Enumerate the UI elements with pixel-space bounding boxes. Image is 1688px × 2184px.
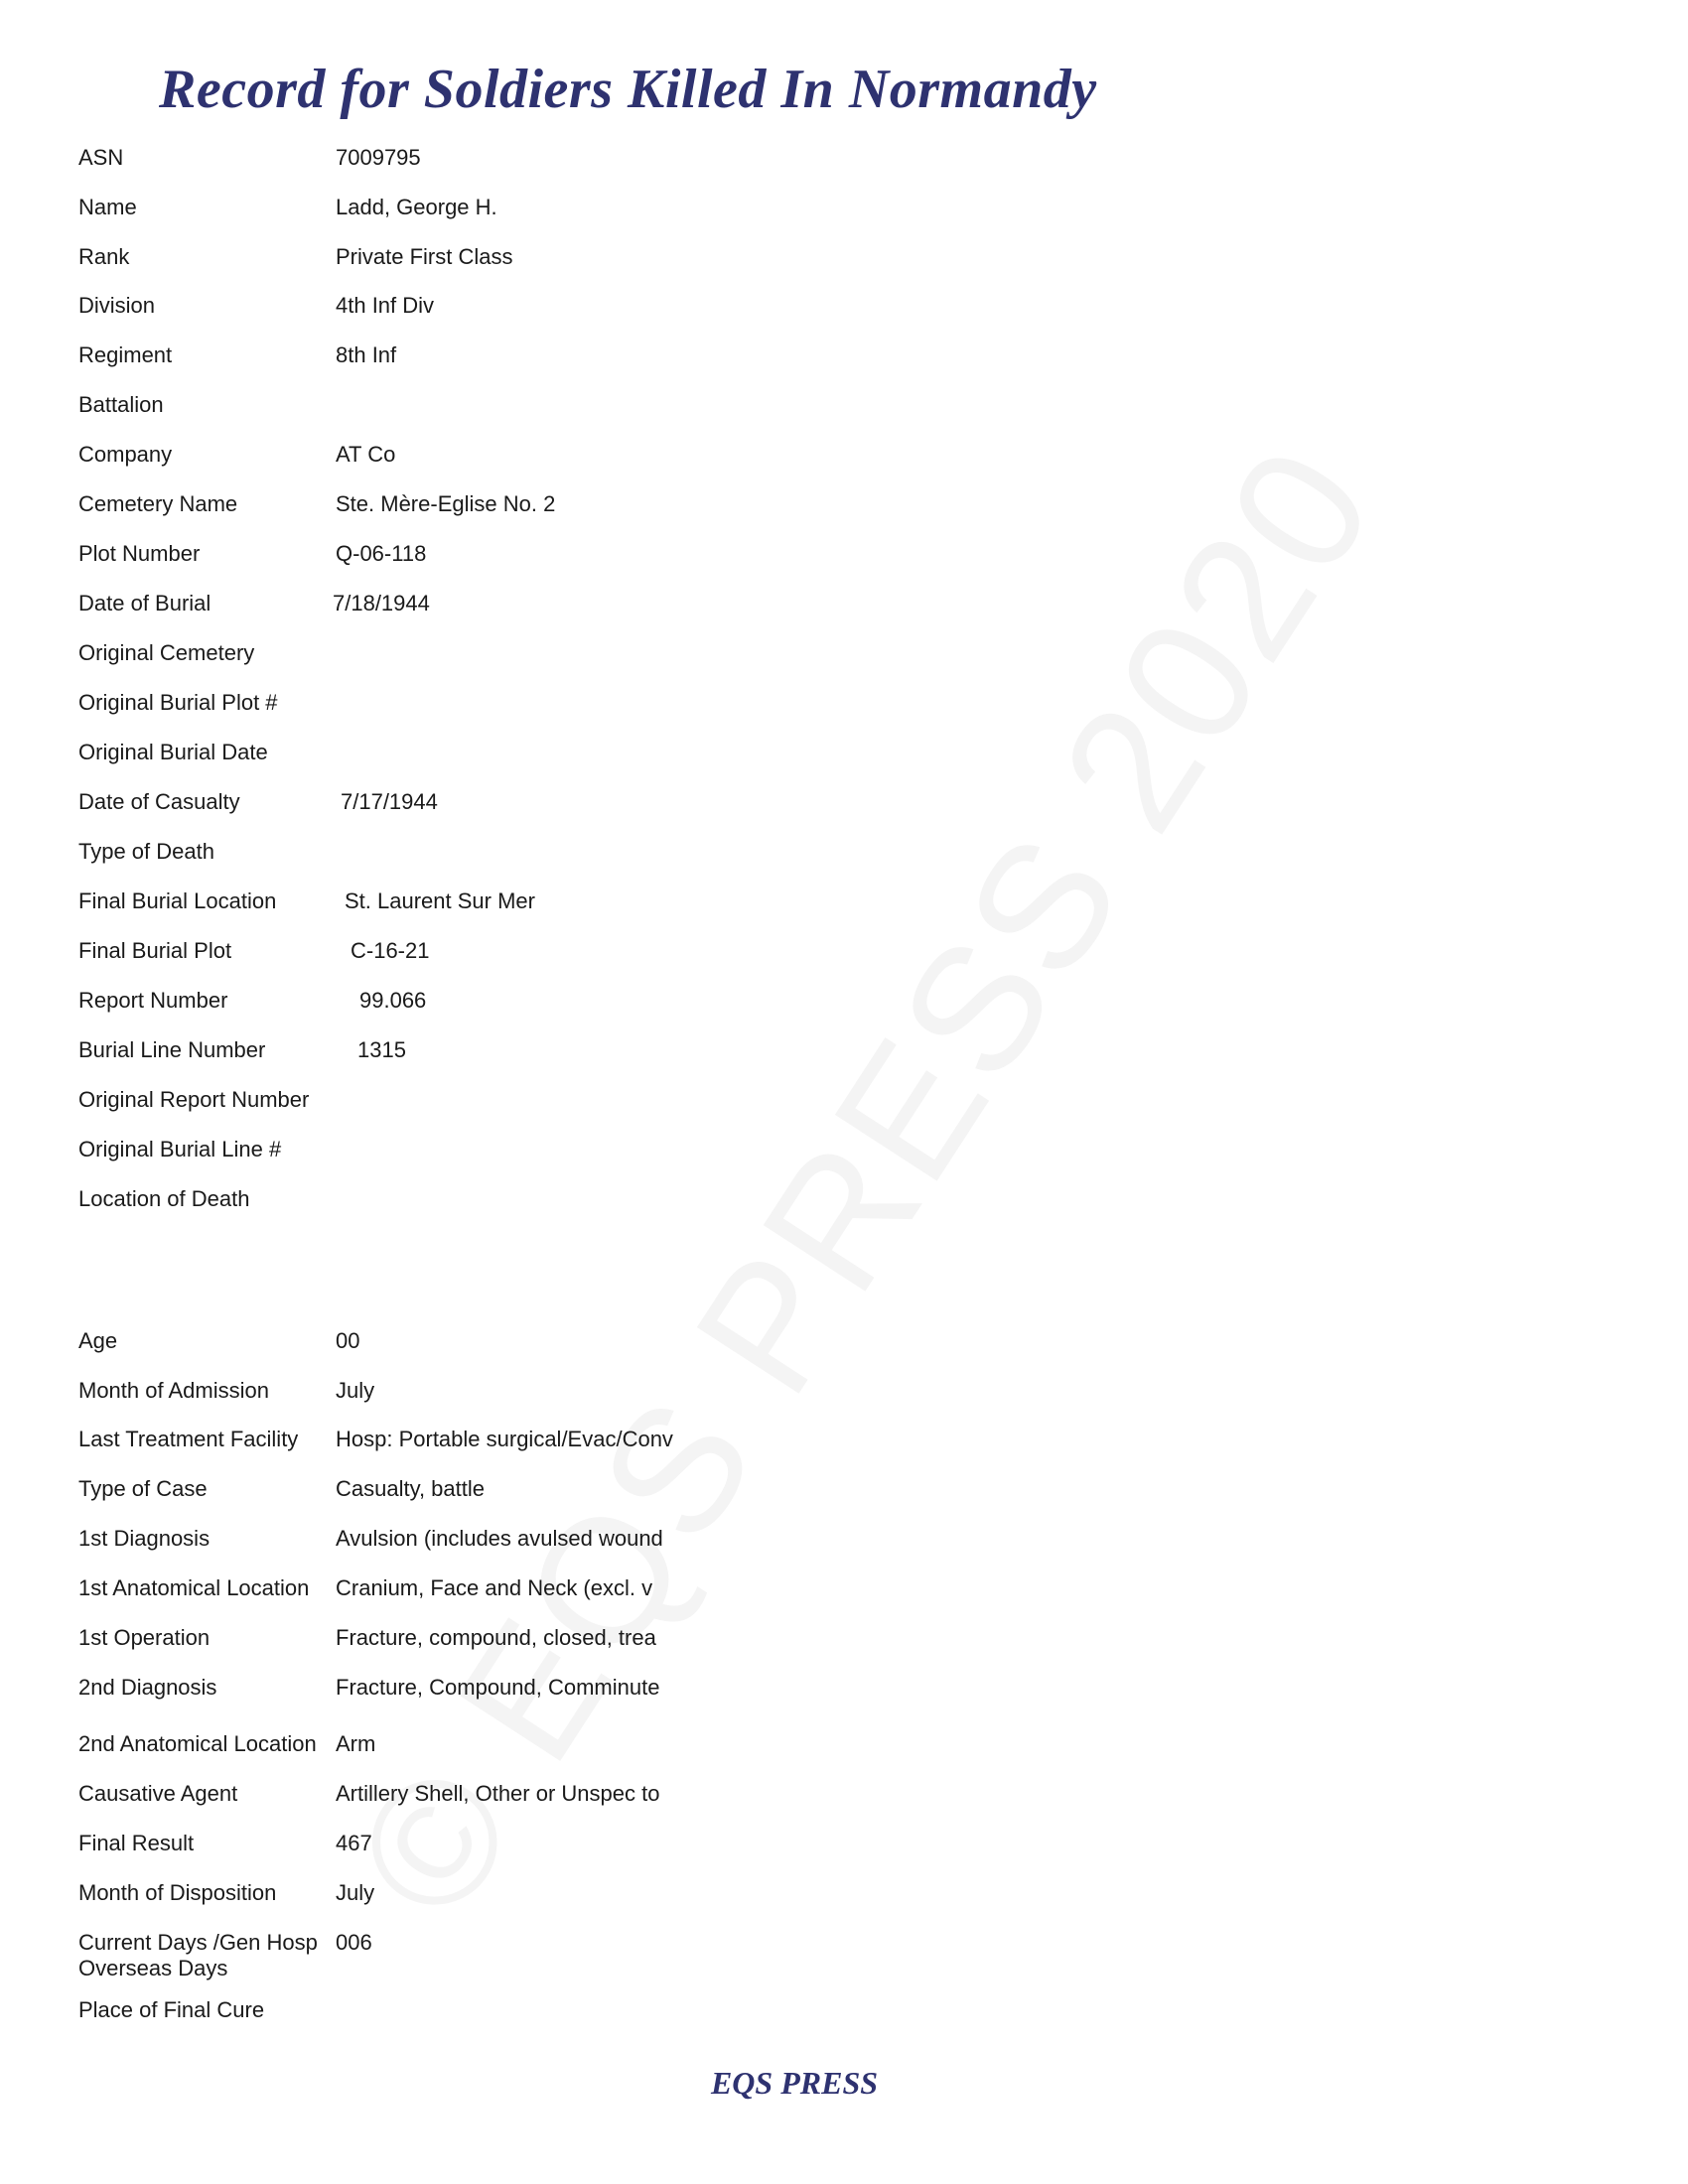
field-value: Fracture, compound, closed, trea <box>336 1625 656 1650</box>
field-value: Private First Class <box>336 244 513 269</box>
field-label: 1st Anatomical Location <box>78 1575 310 1600</box>
field-value: Artillery Shell, Other or Unspec to <box>336 1781 660 1806</box>
field-label: Division <box>78 293 156 318</box>
field-value: AT Co <box>336 442 396 467</box>
field-value: July <box>336 1880 375 1905</box>
field-value: St. Laurent Sur Mer <box>345 888 535 913</box>
field-value: C-16-21 <box>351 938 430 963</box>
field-value: July <box>336 1378 375 1403</box>
field-label: Age <box>78 1328 118 1353</box>
page-title: Record for Soldiers Killed In Normandy <box>159 59 1097 120</box>
field-label: Cemetery Name <box>78 491 238 516</box>
field-label: Causative Agent <box>78 1781 238 1806</box>
field-value: 00 <box>336 1328 360 1353</box>
field-label: Date of Casualty <box>78 789 240 814</box>
copyright-watermark <box>314 410 1414 1952</box>
field-label: Last Treatment Facility <box>78 1427 299 1451</box>
field-label: Original Burial Plot # <box>78 690 278 715</box>
field-label: Battalion <box>78 392 164 417</box>
field-label: Location of Death <box>78 1186 250 1211</box>
field-label: Type of Death <box>78 839 214 864</box>
field-label: Plot Number <box>78 541 201 566</box>
field-value: 4th Inf Div <box>336 293 435 318</box>
field-label: Name <box>78 195 137 219</box>
field-value: 467 <box>336 1831 372 1855</box>
field-label: 1st Diagnosis <box>78 1526 211 1551</box>
field-value: 7009795 <box>336 145 421 170</box>
field-value: Hosp: Portable surgical/Evac/Conv <box>336 1427 673 1451</box>
field-value: 99.066 <box>359 988 427 1013</box>
field-value: 7/17/1944 <box>341 789 438 814</box>
field-label: Final Result <box>78 1831 195 1855</box>
field-label: Final Burial Plot <box>78 938 232 963</box>
field-value: 1315 <box>357 1037 406 1062</box>
field-label: Final Burial Location <box>78 888 277 913</box>
field-label: ASN <box>78 145 124 170</box>
field-label: Original Cemetery <box>78 640 255 665</box>
field-label: 1st Operation <box>78 1625 211 1650</box>
field-label: Month of Disposition <box>78 1880 277 1905</box>
field-label: 2nd Anatomical Location <box>78 1731 317 1756</box>
field-label: Original Report Number <box>78 1087 310 1112</box>
field-label: Current Days /Gen Hosp <box>78 1930 318 1955</box>
field-value: Ste. Mère-Eglise No. 2 <box>336 491 556 516</box>
field-label: Type of Case <box>78 1476 208 1501</box>
field-value: 006 <box>336 1930 372 1955</box>
field-label: Month of Admission <box>78 1378 269 1403</box>
publisher-footer: EQS PRESS <box>710 2065 879 2101</box>
field-value: Fracture, Compound, Comminute <box>336 1675 660 1700</box>
field-value: Ladd, George H. <box>336 195 497 219</box>
field-label: Original Burial Date <box>78 740 268 764</box>
field-label: 2nd Diagnosis <box>78 1675 217 1700</box>
field-value: Cranium, Face and Neck (excl. v <box>336 1575 653 1600</box>
field-value: Avulsion (includes avulsed wound <box>336 1526 663 1551</box>
field-value: 7/18/1944 <box>333 591 430 615</box>
field-label: Overseas Days <box>78 1956 228 1980</box>
field-value: 8th Inf <box>336 342 397 367</box>
field-label: Date of Burial <box>78 591 211 615</box>
field-label: Place of Final Cure <box>78 1997 265 2022</box>
field-label: Company <box>78 442 173 467</box>
field-label: Report Number <box>78 988 228 1013</box>
field-value: Arm <box>336 1731 376 1756</box>
field-label: Rank <box>78 244 130 269</box>
field-label: Burial Line Number <box>78 1037 266 1062</box>
field-label: Regiment <box>78 342 173 367</box>
field-label: Original Burial Line # <box>78 1137 282 1161</box>
field-value: Q-06-118 <box>336 541 427 566</box>
field-value: Casualty, battle <box>336 1476 486 1501</box>
